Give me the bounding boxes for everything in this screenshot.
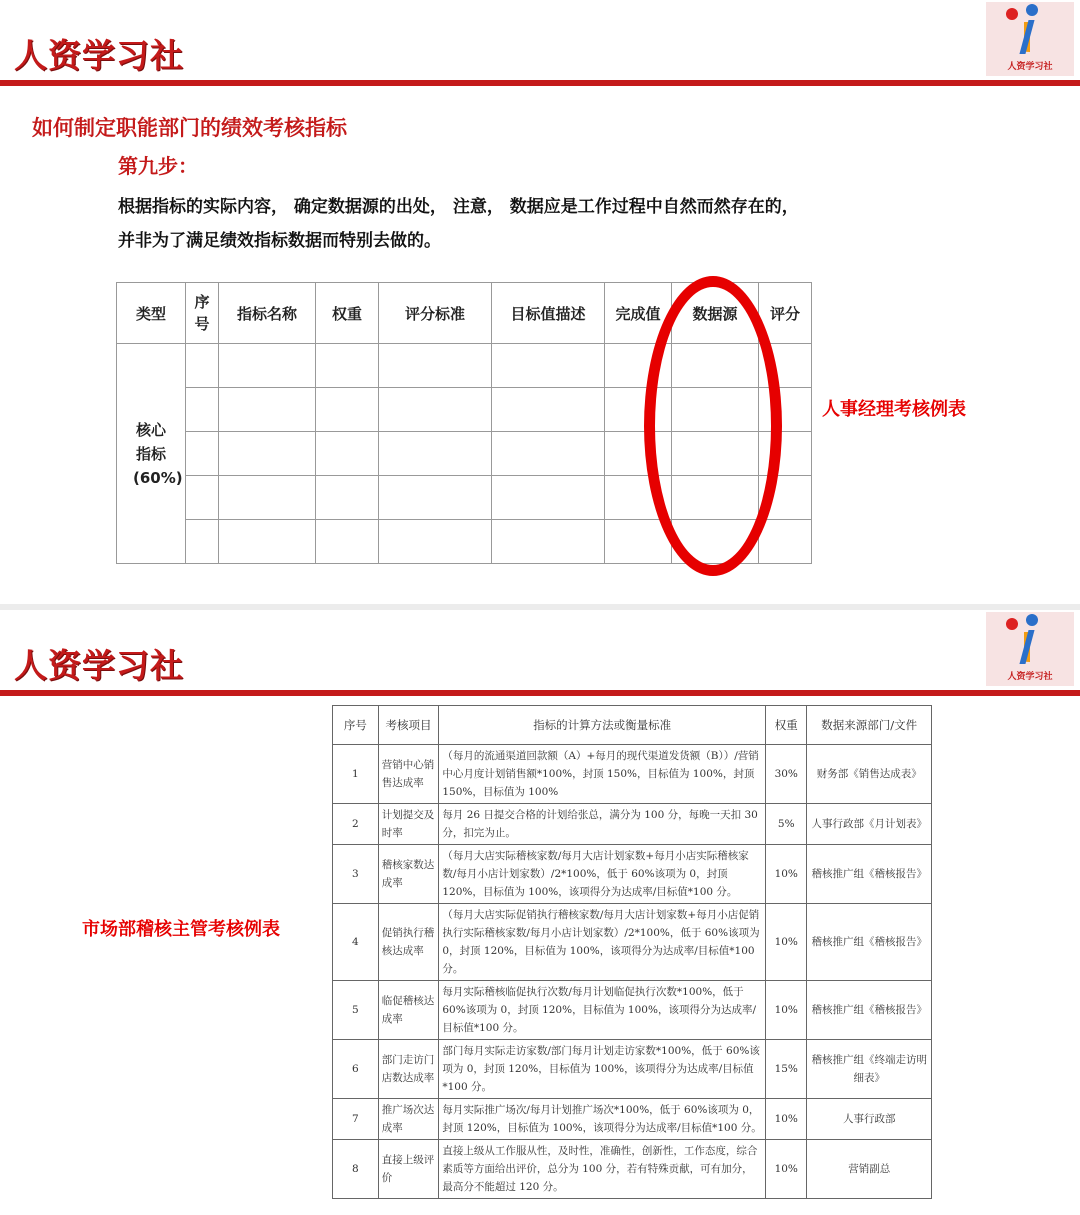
table-row: 2 计划提交及时率 每月 26 日提交合格的计划给张总，满分为 100 分，每晚一天扣 30 分，扣完为止。 5% 人事行政部《月计划表》 — [333, 804, 932, 845]
table-row: 8 直接上级评价 直接上级从工作服从性，及时性，准确性，创新性，工作态度，综合素质等方面给出评价，总分为 100 分，若有特殊贡献，可有加分，最高分不能超过 120 分。 10% 营销副总 — [333, 1140, 932, 1199]
description-paragraph — [118, 190, 918, 258]
header-score: 评分 — [759, 283, 812, 344]
header-source: 数据源 — [672, 283, 759, 344]
paragraph-line-1: 根据指标的实际内容， 确定数据源的出处， 注意， 数据应是工作过程中自然而然存在的， — [118, 197, 799, 217]
kpi-example-table — [332, 705, 932, 1199]
header-weight: 权重 — [316, 283, 379, 344]
side-label: 人事经理考核例表 — [822, 399, 966, 420]
header-name: 指标名称 — [219, 283, 316, 344]
table-row: 5 临促稽核达成率 每月实际稽核临促执行次数/每月计划临促执行次数*100%，低于 60%该项为 0，封顶 120%，目标值为 100%，该项得分为达成率/目标值*100 分。 10% 稽核推广组《稽核报告》 — [333, 981, 932, 1040]
logo-icon — [986, 2, 1074, 76]
header-weight: 权重 — [766, 706, 807, 745]
table-row: 3 稽核家数达成率 （每月大店实际稽核家数/每月大店计划家数+每月小店实际稽核家数/每月小店计划家数）/2*100%，低于 60%该项为 0，封顶 120%，目标值为 100%，该项得分为达成率/目标值*100 分。 10% 稽核推广组《稽核报告》 — [333, 845, 932, 904]
header-no: 序号 — [186, 283, 219, 344]
highlight-circle — [644, 276, 782, 576]
slide-2 — [0, 610, 1080, 1215]
header-actual: 完成值 — [605, 283, 672, 344]
header-no: 序号 — [333, 706, 379, 745]
header-method: 指标的计算方法或衡量标准 — [439, 706, 766, 745]
header-item: 考核项目 — [378, 706, 439, 745]
side-label: 市场部稽核主管考核例表 — [82, 919, 280, 940]
brand-title: 人资学习社 — [14, 646, 184, 685]
page-title: 如何制定职能部门的绩效考核指标 — [32, 116, 347, 140]
table-row: 7 推广场次达成率 每月实际推广场次/每月计划推广场次*100%，低于 60%该项为 0，封顶 120%，目标值为 100%，该项得分为达成率/目标值*100 分。 10% 人事行政部 — [333, 1099, 932, 1140]
category-cell: 核心指标(60%) — [117, 344, 186, 564]
header-criteria: 评分标准 — [379, 283, 492, 344]
brand-title: 人资学习社 — [14, 36, 184, 75]
step-heading: 第九步： — [118, 154, 198, 178]
divider — [0, 80, 1080, 86]
logo-caption: 人资学习社 — [1007, 62, 1053, 72]
slide-1 — [0, 0, 1080, 604]
header-type: 类型 — [117, 283, 186, 344]
table-row: 6 部门走访门店数达成率 部门每月实际走访家数/部门每月计划走访家数*100%，低于 60%该项为 0，封顶 120%，目标值为 100%，该项得分为达成率/目标值*100 分。 15% 稽核推广组《终端走访明细表》 — [333, 1040, 932, 1099]
table-row: 1 营销中心销售达成率 （每月的流通渠道回款额（A）+每月的现代渠道发货额（B））/营销中心月度计划销售额*100%，封顶 150%，目标值为 100%，封顶 150%，目标值为 100% 30% 财务部《销售达成表》 — [333, 745, 932, 804]
divider — [0, 690, 1080, 696]
table-row: 4 促销执行稽核达成率 （每月大店实际促销执行稽核家数/每月大店计划家数+每月小店促销执行实际稽核家数/每月小店计划家数）/2*100%，低于 60%该项为 0，封顶 120%，目标值为 100%，该项得分为达成率/目标值*100 分。 10% 稽核推广组《稽核报告》 — [333, 904, 932, 981]
header-source: 数据来源部门/文件 — [807, 706, 932, 745]
logo-caption: 人资学习社 — [1007, 672, 1053, 682]
paragraph-line-2: 并非为了满足绩效指标数据而特别去做的。 — [118, 231, 441, 251]
logo-icon — [986, 612, 1074, 686]
header-target: 目标值描述 — [492, 283, 605, 344]
